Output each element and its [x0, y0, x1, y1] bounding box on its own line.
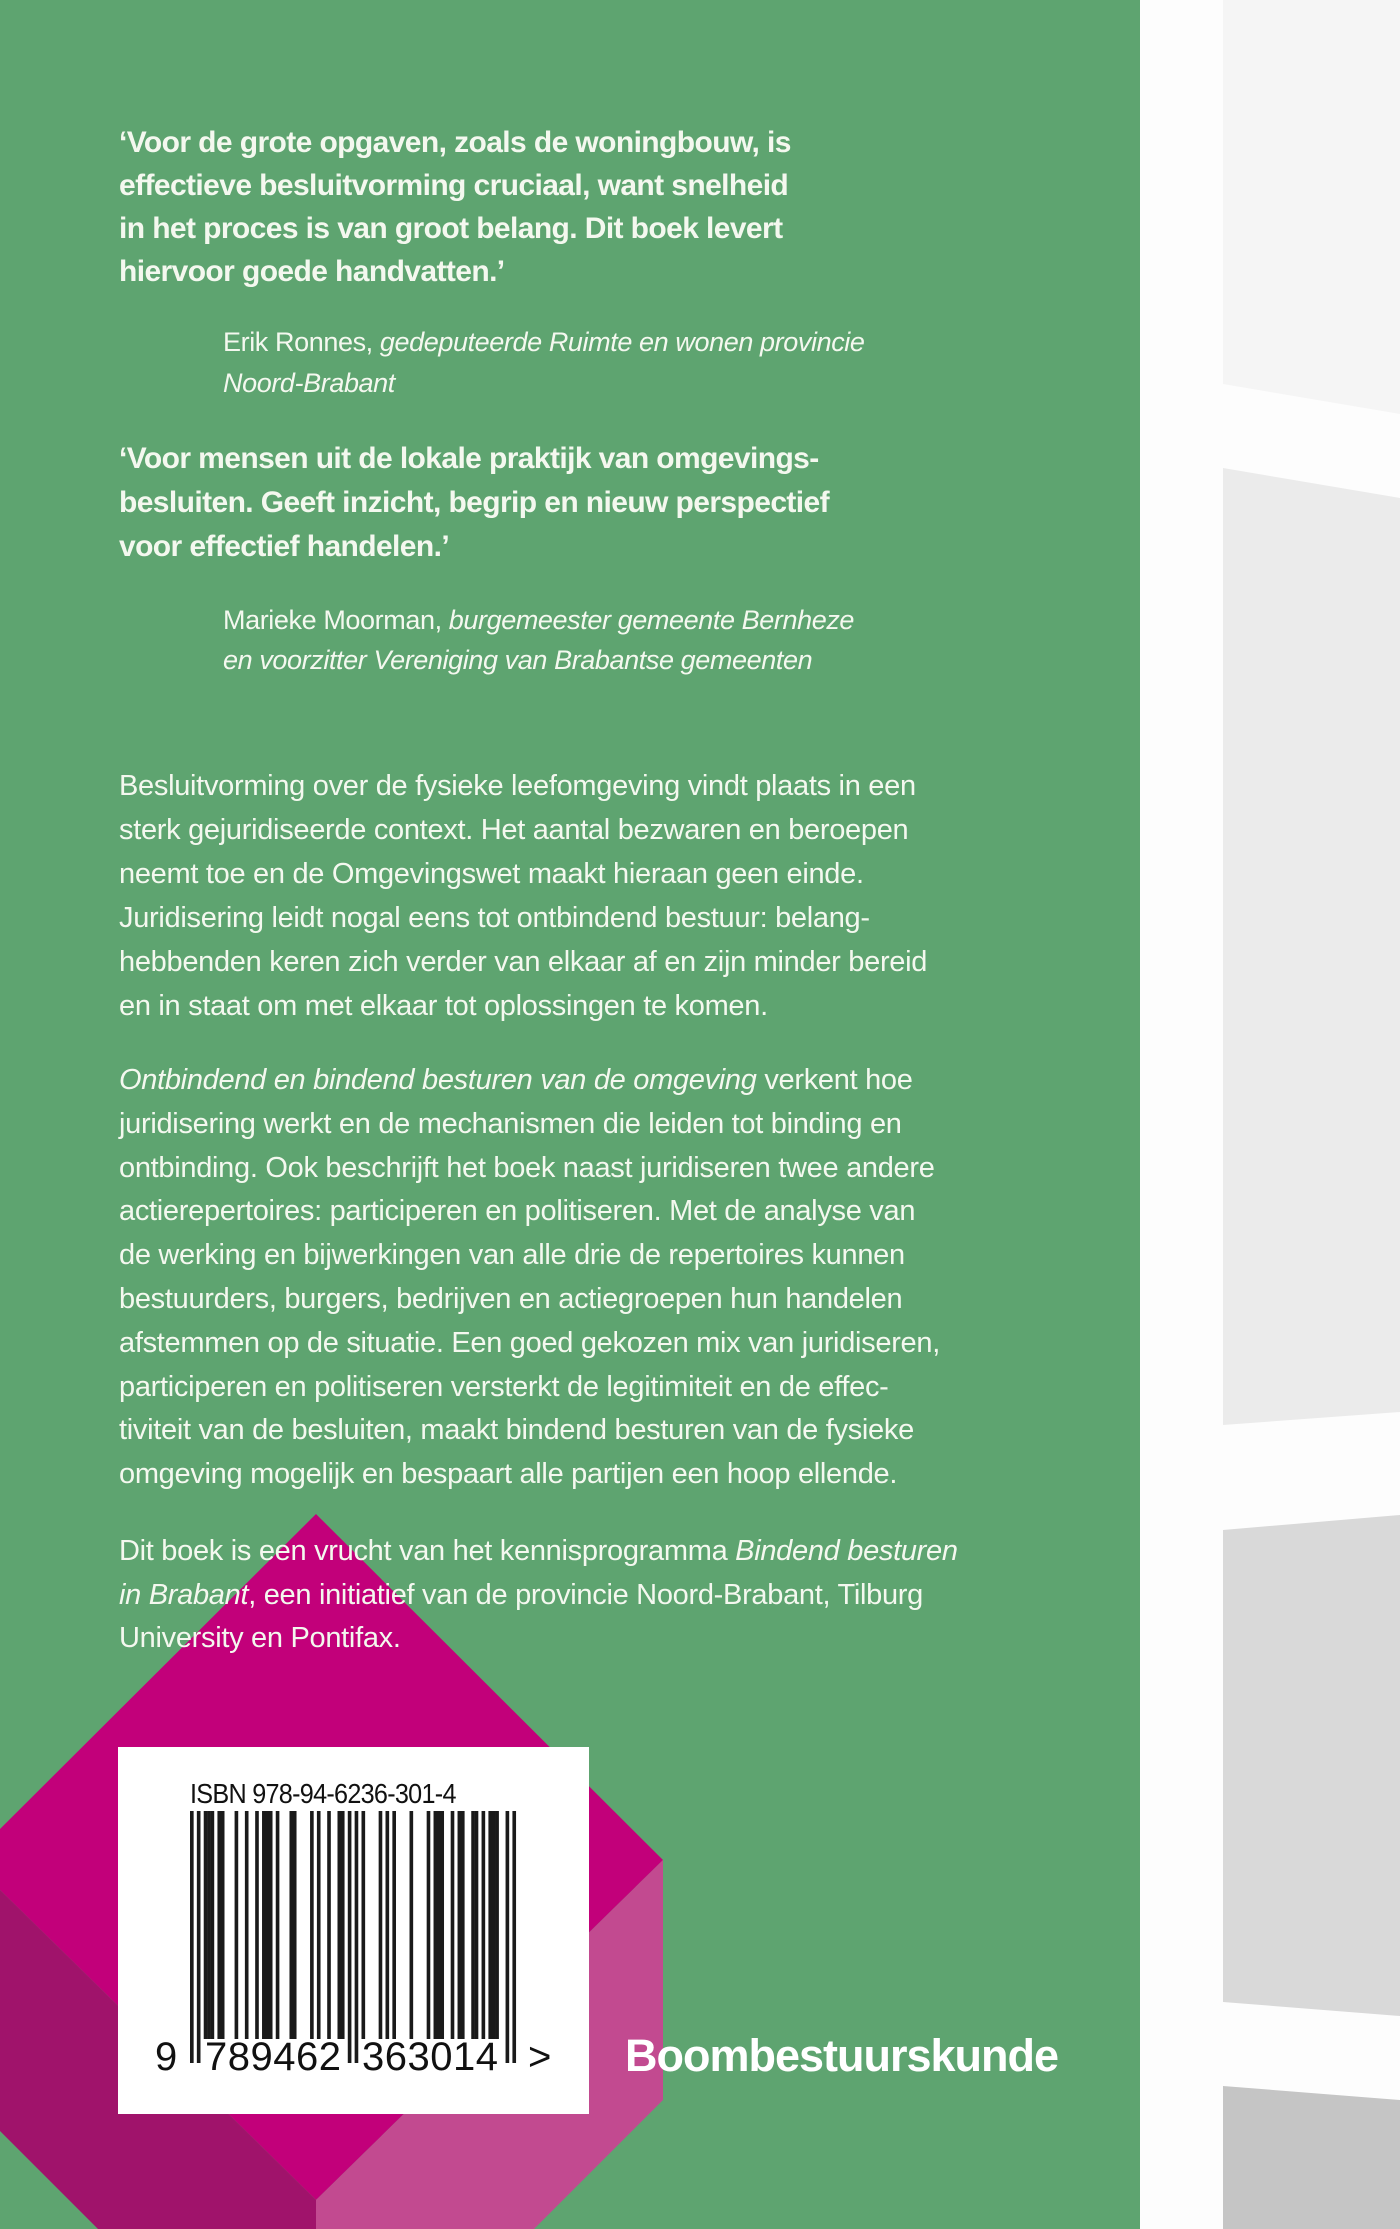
quote-2-attribution [223, 600, 854, 680]
barcode-bar [427, 1811, 431, 2039]
white-strip [1140, 0, 1223, 2229]
barcode-bar [204, 1811, 208, 2039]
barcode-bar [471, 1811, 475, 2039]
text-line [119, 525, 829, 569]
text-line [119, 984, 927, 1028]
barcode-bar [482, 1811, 486, 2039]
barcode-bar [410, 1811, 414, 2039]
barcode-quiet-zone-mark: > [528, 2035, 552, 2079]
gray-panel-4 [1223, 2086, 1400, 2229]
barcode-bar [262, 1811, 266, 2039]
text-line [119, 1059, 940, 1103]
paragraph-3 [119, 1530, 958, 1661]
barcode-bar [235, 1811, 239, 2039]
text-segment: omgeving mogelijk en bespaart alle partijen een hoop ellende. [119, 1458, 898, 1491]
text-line [223, 640, 854, 680]
barcode-bar [221, 1811, 225, 2039]
barcode-bar [475, 1811, 479, 2039]
text-line [119, 1278, 940, 1322]
text-line [119, 1190, 940, 1234]
text-line [119, 1617, 958, 1661]
publisher-logo: Boombestuurskunde [625, 2030, 1059, 2081]
barcode-bar [379, 1811, 383, 2039]
barcode-digits-left: 789462 [205, 2035, 342, 2079]
text-line [119, 250, 791, 293]
barcode-bar [461, 1811, 465, 2039]
paragraph-1 [119, 764, 927, 1028]
barcode-bar [217, 1811, 221, 2039]
paragraph-2 [119, 1059, 940, 1497]
text-segment: hebbenden keren zich verder van elkaar af en zijn minder bereid [119, 946, 928, 978]
barcode-bar [362, 1811, 366, 2039]
text-segment: de werking en bijwerkingen van alle drie de repertoires kunnen [119, 1239, 905, 1272]
barcode-bar [506, 1811, 510, 2063]
text-line [119, 1366, 940, 1410]
gray-panel-3 [1223, 1515, 1400, 2016]
text-line [119, 1147, 940, 1191]
text-line [223, 322, 865, 363]
italic-text: burgemeester gemeente Bernheze [448, 605, 855, 635]
text-line [119, 1103, 940, 1147]
barcode-bar [207, 1811, 211, 2039]
barcode-bar [434, 1811, 438, 2039]
text-segment: afstemmen op de situatie. Een goed gekozen mix van juridiseren, [119, 1326, 940, 1359]
text-line [119, 1574, 958, 1618]
barcode-bar [492, 1811, 496, 2039]
barcode-bar [197, 1811, 201, 2063]
barcode-bar [190, 1811, 194, 2063]
text-line [223, 600, 854, 640]
barcode-bar [355, 1811, 359, 2063]
barcode-bar [512, 1811, 516, 2063]
barcode-bar [289, 1811, 293, 2039]
text-segment: ‘Voor de grote opgaven, zoals de woningbouw, is [119, 126, 791, 159]
text-segment: Juridisering leidt nogal eens tot ontbindend bestuur: belang- [119, 902, 870, 934]
gray-panel-1 [1223, 0, 1400, 414]
barcode-bar [440, 1811, 444, 2039]
text-line [119, 852, 927, 896]
text-segment: bestuurders, burgers, bedrijven en actiegroepen hun handelen [119, 1282, 903, 1315]
barcode-bar [310, 1811, 314, 2039]
isbn-label: ISBN 978-94-6236-301-4 [190, 1778, 456, 1809]
barcode-bars [118, 1747, 589, 2114]
text-segment: ‘Voor mensen uit de lokale praktijk van omgevings- [119, 442, 819, 475]
quote-1 [119, 121, 791, 293]
barcode-bar [386, 1811, 390, 2039]
text-segment: , een initiatief van de provincie Noord-Brabant, Tilburg [248, 1578, 923, 1611]
italic-text: en voorzitter Vereniging van Brabantse gemeenten [223, 645, 813, 675]
italic-text: gedeputeerde Ruimte en wonen provincie [379, 327, 865, 357]
text-segment: effectieve besluitvorming cruciaal, want snelheid [119, 169, 789, 202]
italic-text: Ontbindend en bindend besturen van de omgeving [119, 1064, 757, 1096]
text-segment: besluiten. Geeft inzicht, begrip en nieuw perspectief [119, 486, 829, 519]
barcode-bar [348, 1811, 352, 2063]
text-line [119, 207, 791, 250]
barcode-digits-right: 363014 [362, 2035, 499, 2079]
text-segment: in het proces is van groot belang. Dit boek levert [119, 212, 783, 245]
text-segment: Besluitvorming over de fysieke leefomgeving vindt plaats in een [119, 770, 916, 802]
text-segment: Marieke Moorman, [223, 605, 449, 635]
spine-panels [1140, 0, 1400, 2229]
text-segment: juridisering werkt en de mechanismen die leiden tot binding en [119, 1107, 902, 1140]
barcode-bar [341, 1811, 345, 2039]
barcode-bar [276, 1811, 280, 2039]
barcode-bar [392, 1811, 396, 2039]
barcode-bar [327, 1811, 331, 2039]
text-line [119, 1453, 940, 1497]
text-line [119, 1409, 940, 1453]
text-segment: hiervoor goede handvatten.’ [119, 255, 505, 288]
text-segment: sterk gejuridiseerde context. Het aantal bezwaren en beroepen [119, 814, 909, 846]
text-line [119, 1530, 958, 1574]
text-segment: participeren en politiseren versterkt de legitimiteit en de effec- [119, 1370, 889, 1403]
text-line [119, 808, 927, 852]
text-segment: actierepertoires: participeren en politiseren. Met de analyse van [119, 1195, 916, 1228]
text-segment: verkent hoe [756, 1064, 913, 1096]
text-line [119, 1322, 940, 1366]
italic-text: Bindend besturen [735, 1535, 958, 1567]
barcode-bar [451, 1811, 455, 2039]
text-line [119, 940, 927, 984]
text-line [119, 896, 927, 940]
quote-2 [119, 437, 829, 569]
text-line [119, 1234, 940, 1278]
text-line [119, 164, 791, 207]
text-line [119, 764, 927, 808]
barcode-bar [255, 1811, 259, 2039]
text-segment: University en Pontifax. [119, 1622, 401, 1654]
text-segment: Erik Ronnes, [223, 327, 380, 357]
text-line [119, 437, 829, 481]
barcode-bar [495, 1811, 499, 2039]
quote-1-attribution [223, 322, 865, 404]
text-segment: neemt toe en de Omgevingswet maakt hieraan geen einde. [119, 858, 864, 890]
gray-panel-2 [1223, 468, 1400, 1425]
text-line [119, 481, 829, 525]
italic-text: in Brabant [119, 1578, 249, 1611]
text-line [119, 121, 791, 164]
barcode-bar [293, 1811, 297, 2039]
text-segment: voor effectief handelen.’ [119, 530, 450, 563]
barcode-bar [437, 1811, 441, 2039]
barcode-bar [245, 1811, 249, 2039]
barcode-bar [488, 1811, 492, 2039]
barcode-bar [265, 1811, 269, 2039]
barcode-bar [269, 1811, 273, 2039]
text-line [223, 363, 865, 404]
text-segment: en in staat om met elkaar tot oplossingen te komen. [119, 990, 768, 1022]
barcode-bar [458, 1811, 462, 2039]
barcode-bar [337, 1811, 341, 2039]
barcode-bar [317, 1811, 321, 2039]
barcode-bar [211, 1811, 215, 2039]
barcode-digit-first: 9 [155, 2035, 178, 2079]
isbn-barcode [118, 1747, 589, 2114]
text-segment: ontbinding. Ook beschrijft het boek naast juridiseren twee andere [119, 1151, 935, 1184]
text-segment: Dit boek is een vrucht van het kennisprogramma [119, 1535, 736, 1567]
italic-text: Noord-Brabant [223, 368, 395, 398]
text-segment: tiviteit van de besluiten, maakt bindend besturen van de fysieke [119, 1414, 914, 1447]
